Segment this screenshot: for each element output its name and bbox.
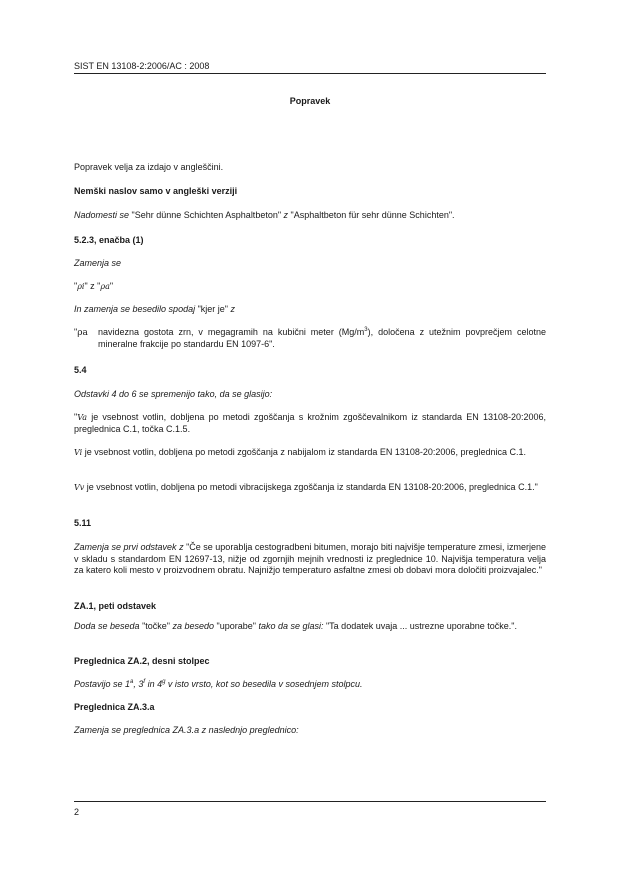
symbol-vv: Vv xyxy=(74,483,85,492)
connector: z xyxy=(283,210,289,220)
replace-instruction: Zamenja se xyxy=(74,258,122,268)
quoted-phrase: "kjer je" xyxy=(195,304,231,314)
symbol-replacement xyxy=(74,281,546,293)
vv-paragraph xyxy=(74,482,546,494)
text: v isto vrsto, kot so besedila v sosednjem stolpcu. xyxy=(165,679,363,689)
instruction: tako da se glasi: xyxy=(258,621,324,631)
instruction: Doda se beseda xyxy=(74,621,140,631)
instruction: za besedo xyxy=(172,621,215,631)
section-heading-za1: ZA.1, peti odstavek xyxy=(74,601,157,611)
va-paragraph xyxy=(74,412,546,435)
definition-symbol xyxy=(74,327,88,340)
symbol-rho-i: ρi xyxy=(77,282,85,291)
intro-text: Popravek velja za izdajo v angleščini. xyxy=(74,162,224,172)
section-heading-za2: Preglednica ZA.2, desni stolpec xyxy=(74,656,210,666)
superscript: g xyxy=(162,679,166,685)
paragraph-text: je vsebnost votlin, dobljena po metodi zgoščanja s krožnim zgoščevalnikom iz standarda EN 13108-20:2006, preglednica C.1, točka C.1.5. xyxy=(74,412,546,434)
quoted-text: "Ta dodatek uvaja ... ustrezne uporabne točke.". xyxy=(323,621,517,631)
paragraph-text: je vsebnost votlin, dobljena po metodi vibracijskega zgoščanja iz standarda EN 13108-20:2006, preglednica C.1." xyxy=(84,482,538,492)
instruction: Nadomesti se xyxy=(74,210,130,220)
where-instruction xyxy=(74,304,546,316)
quoted-word: "uporabe" xyxy=(214,621,259,631)
instruction: In zamenja se besedilo spodaj xyxy=(74,304,196,314)
section-heading-german-title: Nemški naslov samo v angleški verziji xyxy=(74,186,238,196)
symbol-vi: Vi xyxy=(74,448,83,457)
superscript: 3 xyxy=(364,327,368,333)
connector: z xyxy=(230,304,235,314)
paragraph-text: je vsebnost votlin, dobljena po metodi zgoščanja z nabijalom iz standarda EN 13108-20:2006, preglednica C.1. xyxy=(82,447,526,457)
new-title: "Asphaltbeton für sehr dünne Schichten". xyxy=(288,210,455,220)
quoted-word: "točke" xyxy=(139,621,173,631)
za2-instruction xyxy=(74,679,546,691)
section-instruction: Odstavki 4 do 6 se spremenijo tako, da se glasijo: xyxy=(74,389,273,399)
quote: " xyxy=(109,281,114,291)
paragraph-text: "Če se uporablja cestogradbeni bitumen, morajo biti najvišje temperature zmesi, izmerjene v skladu s standardom EN 12697-13, nižje od zgornjih mejnih vrednosti iz preglednice 10. Najvišja temperatura velja za katero koli mesto v proizvodnem obratu. Najnižjo temperaturo asfaltne zmesi ob dobavi mora določiti proizvajalec." xyxy=(74,542,547,575)
text: , 3 xyxy=(133,679,144,689)
section-heading-5-2-3: 5.2.3, enačba (1) xyxy=(74,235,144,245)
superscript: f xyxy=(143,679,146,685)
old-title: "Sehr dünne Schichten Asphaltbeton" xyxy=(129,210,284,220)
definition-part: navidezna gostota zrn, v megagramih na kubični meter (Mg/m xyxy=(98,327,365,337)
temperature-paragraph xyxy=(74,542,546,577)
header-rule xyxy=(74,73,546,74)
za1-amendment xyxy=(74,621,546,633)
definition-part: ), določena z utežnim povprečjem celotne mineralne frakcije po standardu EN 1097-6". xyxy=(98,327,546,349)
quote: " xyxy=(74,327,78,337)
text: Postavijo se 1 xyxy=(74,679,131,689)
section-heading-5-11: 5.11 xyxy=(74,518,92,528)
symbol-rho-a: ρa xyxy=(100,282,110,291)
quote-z: " z " xyxy=(84,281,101,291)
document-id: SIST EN 13108-2:2006/AC : 2008 xyxy=(74,61,210,71)
rho-a-definition xyxy=(74,327,546,351)
superscript: a xyxy=(130,679,134,685)
page-title: Popravek xyxy=(289,96,331,106)
section-heading-5-4: 5.4 xyxy=(74,365,87,375)
quote: " xyxy=(74,412,78,422)
definition-text xyxy=(98,327,546,350)
footer-rule xyxy=(74,801,546,802)
instruction: Zamenja se prvi odstavek z xyxy=(74,542,184,552)
za3a-instruction: Zamenja se preglednica ZA.3.a z naslednjo preglednico: xyxy=(74,725,299,735)
page-number: 2 xyxy=(74,807,80,817)
text: in 4 xyxy=(145,679,163,689)
german-title-replacement xyxy=(74,210,546,222)
symbol-va: Va xyxy=(77,413,88,422)
vi-paragraph xyxy=(74,447,546,459)
symbol-rho-a: ρa xyxy=(77,328,88,338)
quote: " xyxy=(74,281,78,291)
section-heading-za3a: Preglednica ZA.3.a xyxy=(74,702,155,712)
